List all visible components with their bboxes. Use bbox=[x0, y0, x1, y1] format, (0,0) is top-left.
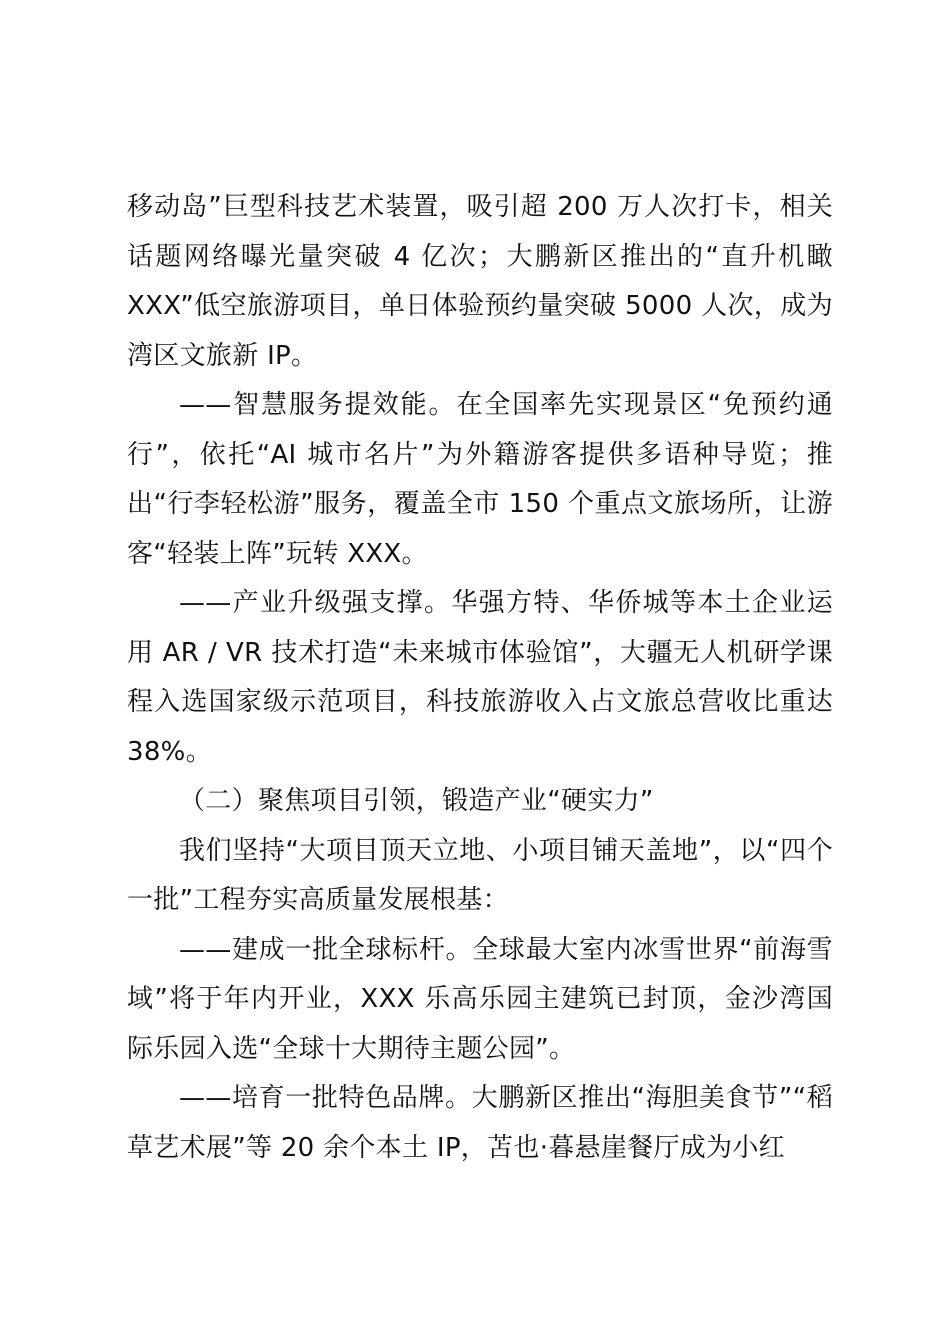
paragraph-6: ——培育一批特色品牌。大鹏新区推出“海胆美食节”“稻草艺术展”等 20 余个本土 IP，苫也·暮悬崖餐厅成为小红 bbox=[127, 1083, 833, 1163]
paragraph-2: ——智慧服务提效能。在全国率先实现景区“免预约通行”，依托“AI 城市名片”为外籍游客提供多语种导览；推出“行李轻松游”服务，覆盖全市 150 个重点文旅场所，让游客“轻装上阵”玩转 XXX。 bbox=[127, 390, 833, 569]
document-body bbox=[127, 183, 833, 1173]
paragraph-5: ——建成一批全球标杆。全球最大室内冰雪世界“前海雪域”将于年内开业，XXX 乐高乐园主建筑已封顶，金沙湾国际乐园入选“全球十大期待主题公园”。 bbox=[127, 934, 833, 1064]
paragraph-1: 移动岛”巨型科技艺术装置，吸引超 200 万人次打卡，相关话题网络曝光量突破 4 亿次；大鹏新区推出的“直升机瞰 XXX”低空旅游项目，单日体验预约量突破 5000 人次，成为湾区文旅新 IP。 bbox=[127, 192, 833, 371]
paragraph-4: 我们坚持“大项目顶天立地、小项目铺天盖地”，以“四个一批”工程夯实高质量发展根基： bbox=[127, 835, 833, 915]
paragraph-3: ——产业升级强支撑。华强方特、华侨城等本土企业运用 AR / VR 技术打造“未来城市体验馆”，大疆无人机研学课程入选国家级示范项目，科技旅游收入占文旅总营收比重达 38%。 bbox=[127, 588, 833, 767]
section-heading: （二）聚焦项目引领，锻造产业“硬实力” bbox=[179, 786, 654, 816]
